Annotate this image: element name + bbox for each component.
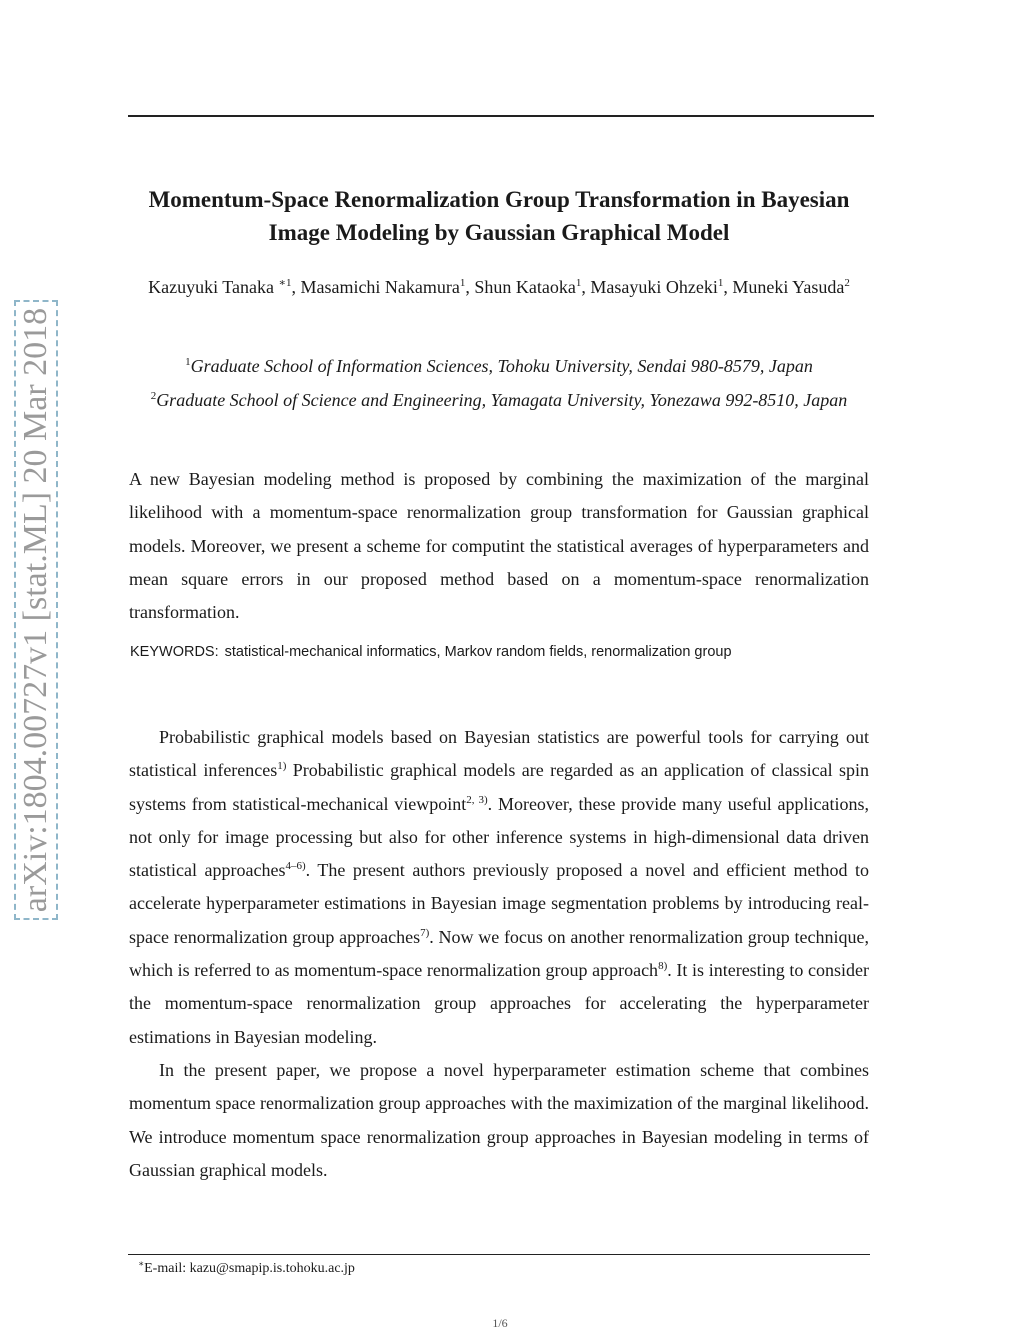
keywords-text: statistical-mechanical informatics, Markov random fields, renormalization group <box>224 644 732 660</box>
footnote-mark: ∗ <box>138 1258 145 1269</box>
author-mark: ∗1 <box>278 277 292 289</box>
author-mark: 2 <box>844 277 850 289</box>
citation-ref[interactable]: 4–6) <box>285 860 306 873</box>
author-mark: 1 <box>575 277 582 289</box>
affiliation-text: Graduate School of Information Sciences, Tohoku University, Sendai 980-8579, Japan <box>190 356 813 376</box>
author-name: Muneki Yasuda <box>732 277 845 297</box>
paragraph-text: Probabilistic graphical models based on Bayesian statistics are powerful tools for carrying out statistical inferences <box>129 727 869 781</box>
author-name: Shun Kataoka <box>474 277 576 297</box>
author-name: Masayuki Ohzeki <box>590 277 718 297</box>
body-paragraph-1 <box>129 721 869 1054</box>
arxiv-stamp[interactable]: arXiv:1804.00727v1 [stat.ML] 20 Mar 2018 <box>14 300 58 920</box>
abstract: A new Bayesian modeling method is proposed by combining the maximization of the marginal likelihood with a momentum-space renormalization group transformation for Gaussian graphical models. Moreover, we present a scheme for computint the statistical averages of hyperparameters and mean square errors in our proposed method based on a momentum-space renormalization transformation. <box>129 469 869 623</box>
footnote-email[interactable]: E-mail: kazu@smapip.is.tohoku.ac.jp <box>144 1261 355 1276</box>
title-line-1: Momentum-Space Renormalization Group Transformation in Bayesian <box>148 187 850 212</box>
keywords <box>130 642 732 662</box>
affiliation-text: Graduate School of Science and Engineering, Yamagata University, Yonezawa 992-8510, Japan <box>156 390 848 410</box>
body-paragraph-2: In the present paper, we propose a novel hyperparameter estimation scheme that combines momentum space renormalization group approaches with the maximization of the marginal likelihood. We introduce momentum space renormalization group approaches in Bayesian modeling in terms of Gaussian graphical models. <box>129 1059 869 1180</box>
paper-title <box>128 183 870 249</box>
paragraph-text: . The present authors previously proposed a novel and efficient method to accelerate hyperparameter estimations in Bayesian image segmentation problems by introducing real-space renormalization group approaches <box>129 860 869 947</box>
author-name: Kazuyuki Tanaka <box>148 277 274 297</box>
citation-ref[interactable]: 2, 3) <box>466 793 488 806</box>
author-mark: 1 <box>459 277 466 289</box>
page-number: 1/6 <box>492 1316 508 1330</box>
citation-ref[interactable]: 7) <box>420 926 430 939</box>
affiliation-mark: 2 <box>150 390 157 402</box>
affiliation-1 <box>128 350 870 383</box>
paragraph-text: . Now we focus on another renormalization group technique, which is referred to as momentum-space renormalization group approach <box>129 926 869 981</box>
header-rule <box>128 115 874 117</box>
footnote-rule <box>128 1254 870 1255</box>
footnote <box>138 1259 355 1279</box>
title-line-2: Image Modeling by Gaussian Graphical Model <box>268 220 730 245</box>
affiliation-mark: 1 <box>185 356 191 368</box>
citation-ref[interactable]: 8) <box>658 960 668 973</box>
author-mark: 1 <box>717 277 724 289</box>
keywords-label: KEYWORDS: <box>130 644 219 660</box>
paragraph-text: . Moreover, these provide many useful applications, not only for image processing but also for other inference systems in high-dimensional data driven statistical approaches <box>129 793 869 881</box>
author-name: Masamichi Nakamura <box>300 277 460 297</box>
body-section <box>129 721 869 1187</box>
paragraph-text: . It is interesting to consider the momentum-space renormalization group approaches for accelerating the hyperparameter estimations in Bayesian modeling. <box>129 960 869 1047</box>
citation-ref[interactable]: 1) <box>277 760 287 773</box>
affiliation-2 <box>128 384 870 417</box>
paragraph-text: Probabilistic graphical models are regarded as an application of classical spin systems from statistical-mechanical viewpoint <box>129 760 869 814</box>
author-list: Kazuyuki Tanaka $^{∗1}$, Masamichi Nakamura$^1$, Shun Kataoka$^1$, Masayuki Ohzeki$^1$, Muneki Yasuda$^2$ <box>148 277 850 297</box>
